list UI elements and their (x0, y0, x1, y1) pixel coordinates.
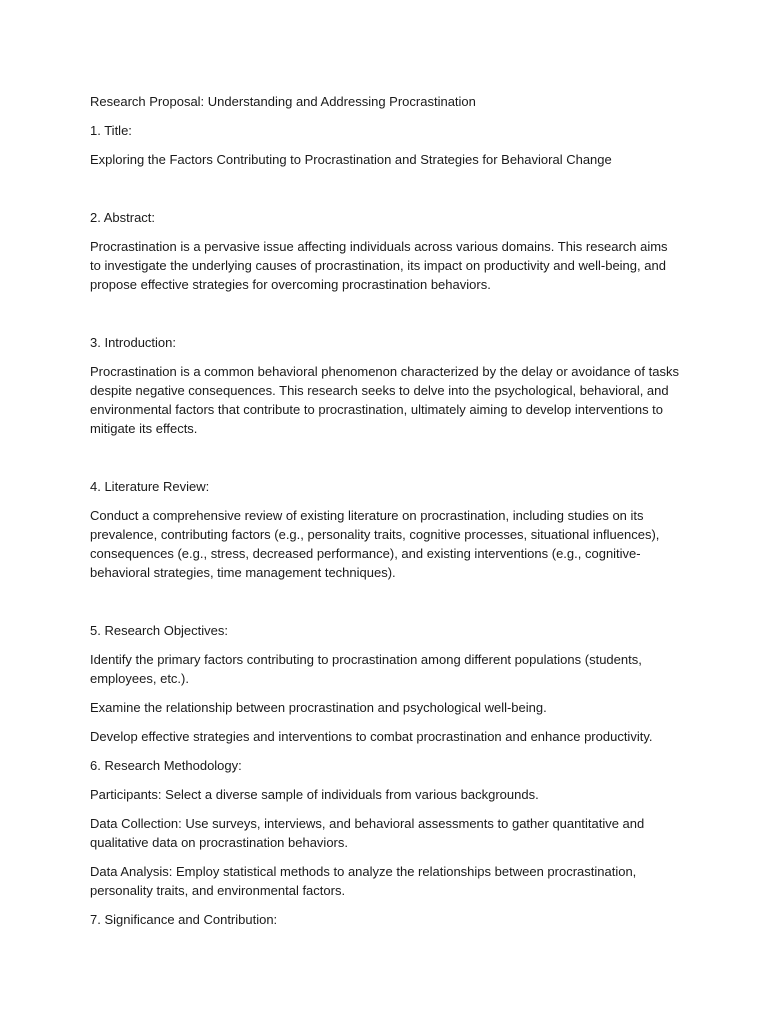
objective-item: Identify the primary factors contributing to procrastination among different populations (students, employees, etc.). (90, 652, 642, 686)
introduction-paragraph: Procrastination is a common behavioral phenomenon characterized by the delay or avoidance of tasks despite negative consequences. This research seeks to delve into the psychological, behavioral, and environmental factors that contribute to procrastination, ultimately aiming to develop interventions to mitigate its effects. (90, 364, 679, 436)
abstract-paragraph: Procrastination is a pervasive issue affecting individuals across various domains. This research aims to investigate the underlying causes of procrastination, its impact on productivity and well-being, and propose effective strategies for overcoming procrastination behaviors. (90, 239, 668, 292)
literature-review-paragraph: Conduct a comprehensive review of existing literature on procrastination, including studies on its prevalence, contributing factors (e.g., personality traits, cognitive processes, situational influences), consequences (e.g., stress, decreased performance), and existing interventions (e.g., cognitive-behavioral strategies, time management techniques). (90, 508, 660, 580)
section-heading-introduction: 3. Introduction: (90, 335, 176, 350)
objective-item: Develop effective strategies and interventions to combat procrastination and enhance productivity. (90, 729, 653, 744)
section-heading-literature-review: 4. Literature Review: (90, 479, 210, 494)
section-heading-methodology: 6. Research Methodology: (90, 758, 242, 773)
spacer (90, 592, 680, 621)
spacer (90, 179, 680, 208)
document-title: Research Proposal: Understanding and Addressing Procrastination (90, 94, 476, 109)
document-body (90, 92, 680, 939)
section-heading-title: 1. Title: (90, 123, 132, 138)
methodology-item: Participants: Select a diverse sample of individuals from various backgrounds. (90, 787, 539, 802)
section-heading-significance: 7. Significance and Contribution: (90, 912, 278, 927)
objective-item: Examine the relationship between procrastination and psychological well-being. (90, 700, 547, 715)
spacer (90, 448, 680, 477)
methodology-item: Data Analysis: Employ statistical methods to analyze the relationships between procrastination, personality traits, and environmental factors. (90, 864, 637, 898)
methodology-item: Data Collection: Use surveys, interviews, and behavioral assessments to gather quantitative and qualitative data on procrastination behaviors. (90, 816, 645, 850)
title-text: Exploring the Factors Contributing to Procrastination and Strategies for Behavioral Change (90, 152, 612, 167)
section-heading-objectives: 5. Research Objectives: (90, 623, 229, 638)
spacer (90, 304, 680, 333)
section-heading-abstract: 2. Abstract: (90, 210, 156, 225)
